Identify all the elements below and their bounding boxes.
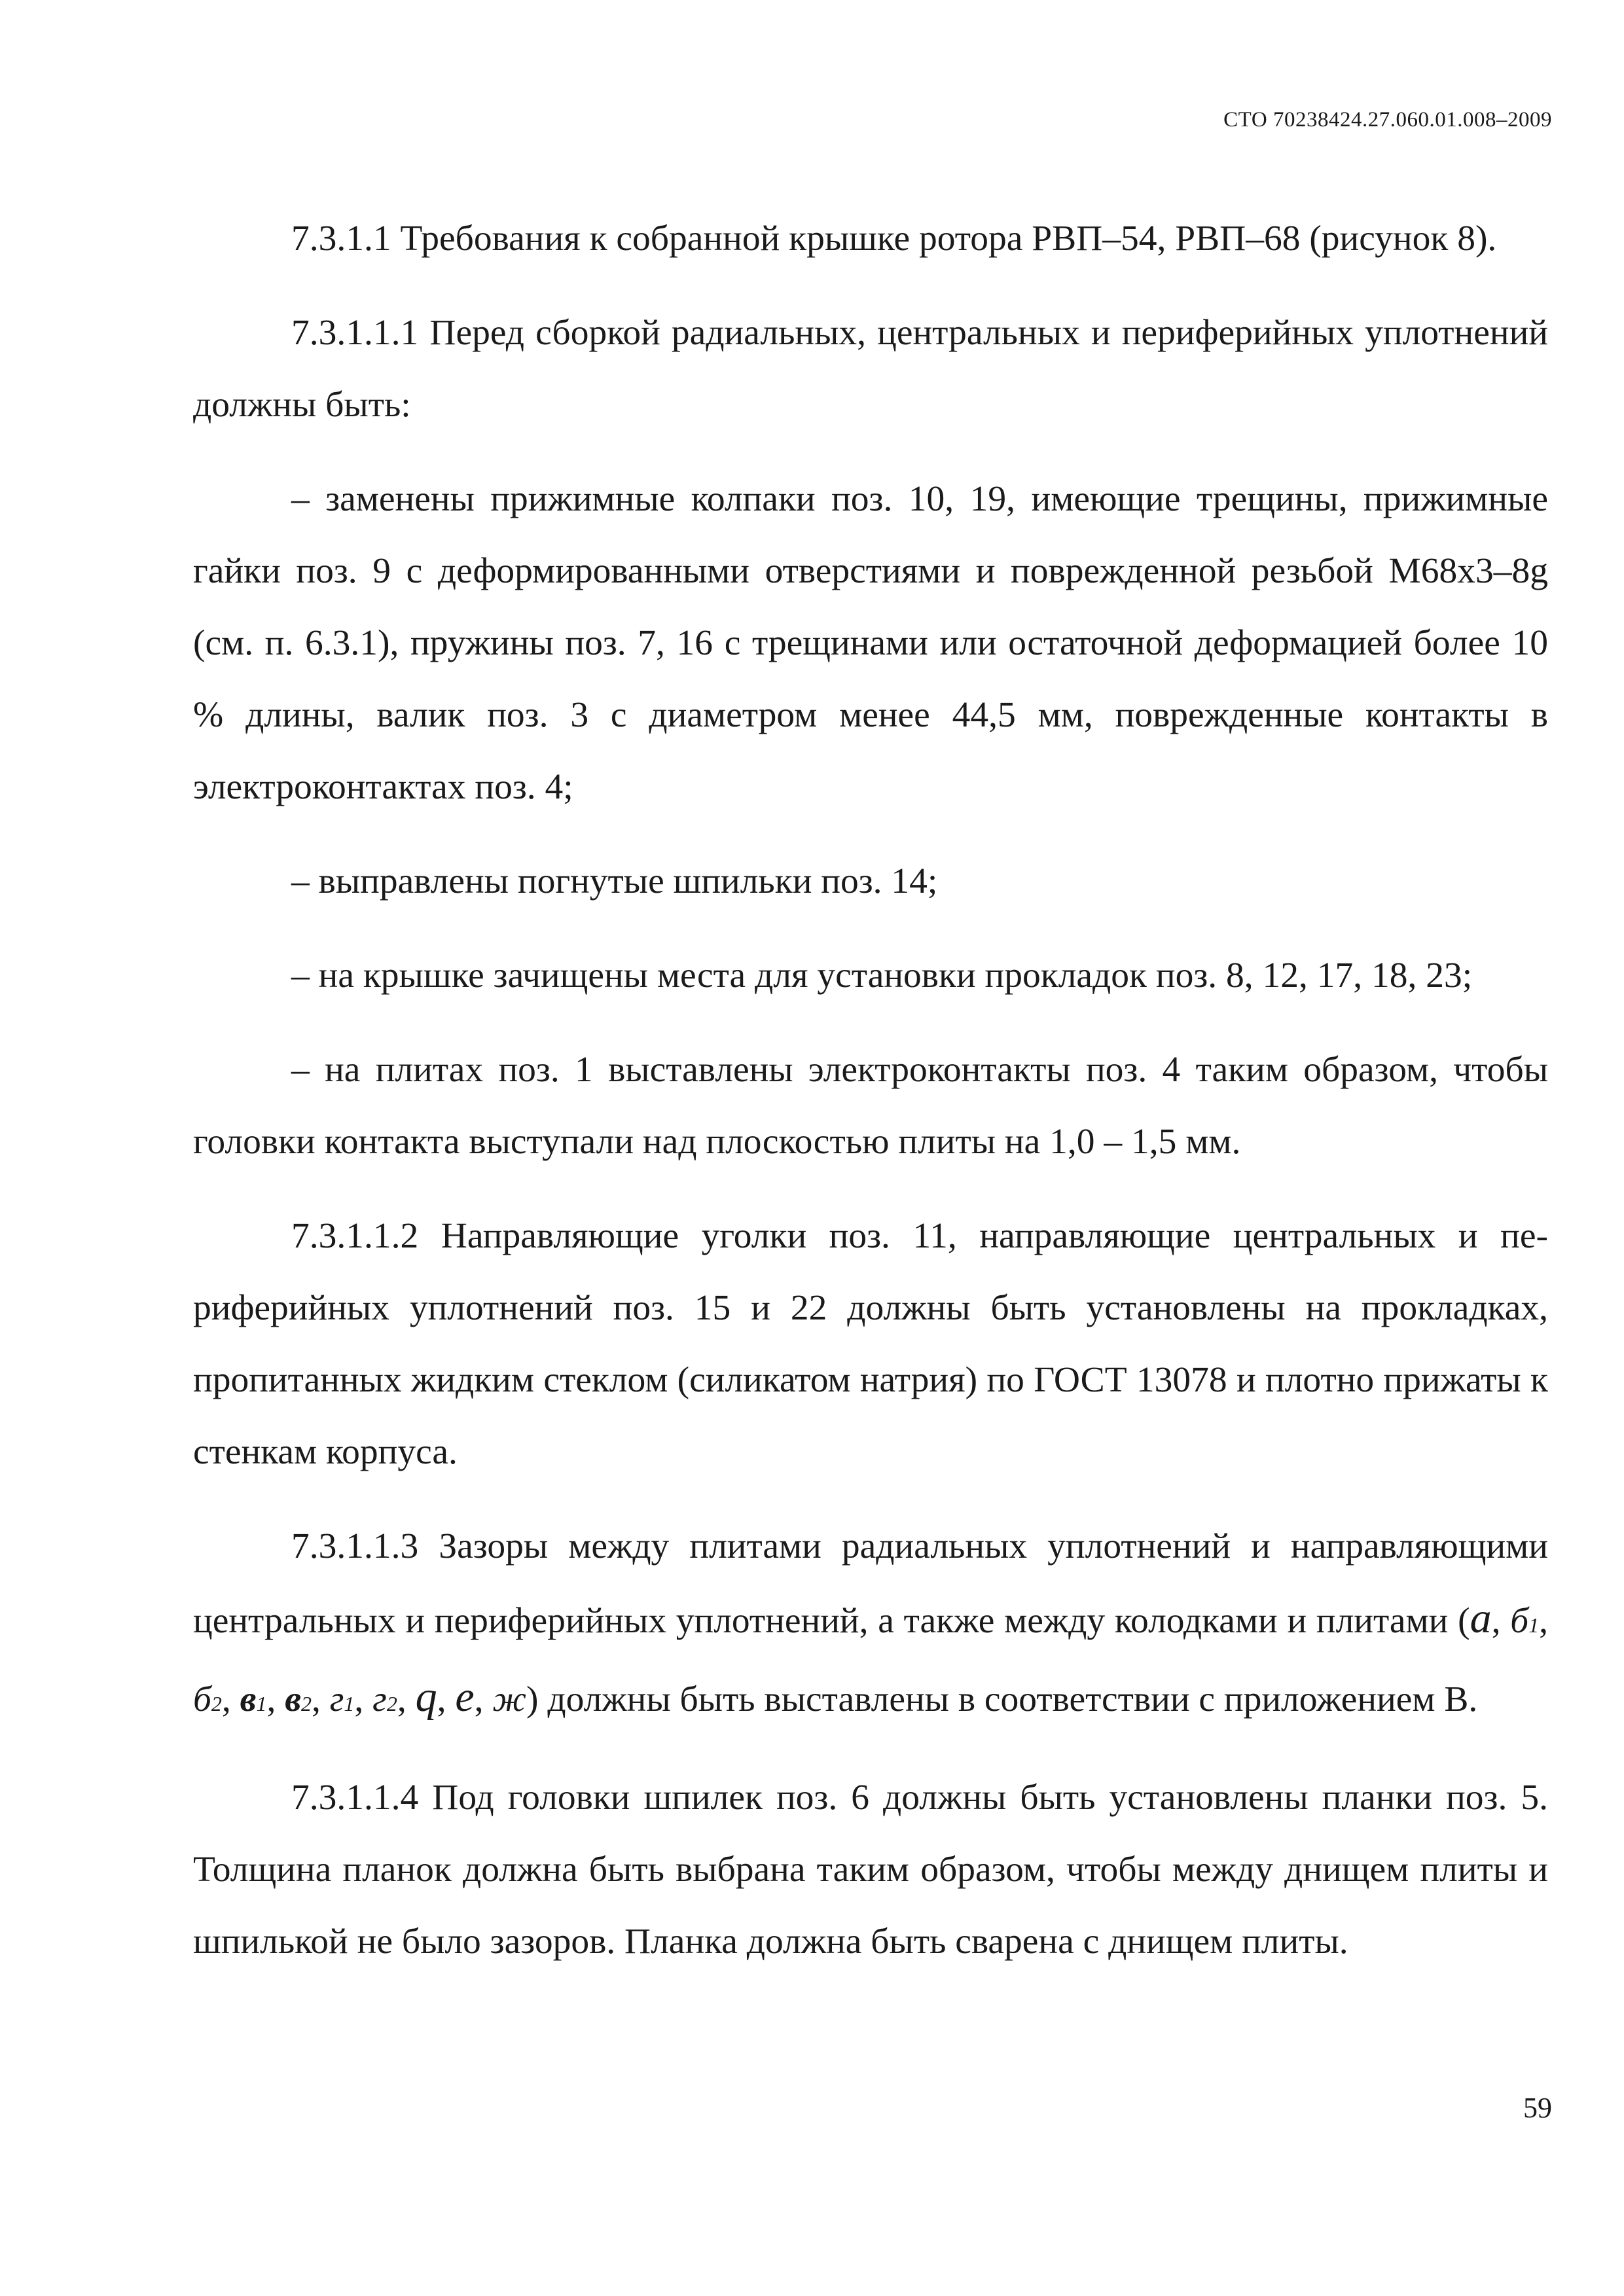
gap-symbol-g2: г — [372, 1679, 387, 1719]
document-code-header: СТО 70238424.27.060.01.008–2009 — [1223, 108, 1552, 132]
gap-symbol-b2: б — [193, 1679, 211, 1719]
gap-symbol-q: q — [415, 1673, 437, 1721]
paragraph-7-3-1-1-2: 7.3.1.1.2 Направляющие уголки поз. 11, направляющие центральных и периферийных уплотнений поз. 15 и 22 должны быть установлены на прокладках, пропитанных жидким стеклом (силикатом натрия) по ГОСТ 13078 и плотно прижаты к стенкам корпуса. — [193, 1216, 1548, 1472]
list-item-replaced-parts: – заменены прижимные колпаки поз. 10, 19, имеющие трещины, прижимные гайки поз. 9 с деформированными отверстиями и поврежденной резьбой М68х3–8g (см. п. 6.3.1), пружины поз. 7, 16 с трещинами или остаточной деформацией более 10 % длины, валик поз. 3 с диаметром менее 44,5 мм, поврежденные контакты в электроконтактах поз. 4; — [193, 479, 1548, 807]
gaps-text-before: 7.3.1.1.3 Зазоры между плитами радиальных уплотнений и направляющими центральных и периферийных уплотнений, а также между колодками и плитами ( — [193, 1526, 1548, 1641]
paragraph-7-3-1-1: 7.3.1.1 Требования к собранной крышке ротора РВП–54, РВП–68 (рисунок 8). — [291, 219, 1497, 259]
gaps-text-after: ) должны быть выставлены в соответствии с приложением В. — [526, 1679, 1478, 1719]
gap-symbol-b1: б — [1510, 1601, 1529, 1641]
gap-symbol-zh: ж — [492, 1679, 526, 1719]
list-item-cleaned-gasket-seats: – на крышке зачищены места для установки прокладок поз. 8, 12, 17, 18, 23; — [291, 956, 1473, 996]
paragraph-7-3-1-1-1: 7.3.1.1.1 Перед сборкой радиальных, центральных и периферийных уплотнений должны быть: — [193, 313, 1548, 425]
document-body — [193, 203, 1548, 2000]
gap-symbol-v2: в — [285, 1679, 302, 1719]
list-item-electrocontacts: – на плитах поз. 1 выставлены электроконтакты поз. 4 таким образом, чтобы головки контакта выступали над плоскостью плиты на 1,0 – 1,5 мм. — [193, 1050, 1548, 1162]
paragraph-7-3-1-1-3: 7.3.1.1.3 Зазоры между плитами радиальных уплотнений и направляющими центральных и периферийных уплотнений, а также между колодками и плитами (а, б1, б2, в1, в2, г1, г2, q, е, ж) должны быть выставлены в соответствии с приложением В. — [193, 1526, 1548, 1721]
page-number: 59 — [1523, 2092, 1552, 2124]
gap-symbol-a: а — [1470, 1594, 1492, 1642]
list-item-straightened-studs: – выправлены погнутые шпильки поз. 14; — [291, 861, 938, 901]
gap-symbol-v1: в — [240, 1679, 257, 1719]
gap-symbol-g1: г — [329, 1679, 344, 1719]
gap-symbol-e: е — [455, 1673, 475, 1721]
paragraph-7-3-1-1-4: 7.3.1.1.4 Под головки шпилек поз. 6 должны быть установлены планки поз. 5. Толщина планок должна быть выбрана таким образом, чтобы между днищем плиты и шпилькой не было зазоров. Планка должна быть сварена с днищем плиты. — [193, 1778, 1548, 1962]
